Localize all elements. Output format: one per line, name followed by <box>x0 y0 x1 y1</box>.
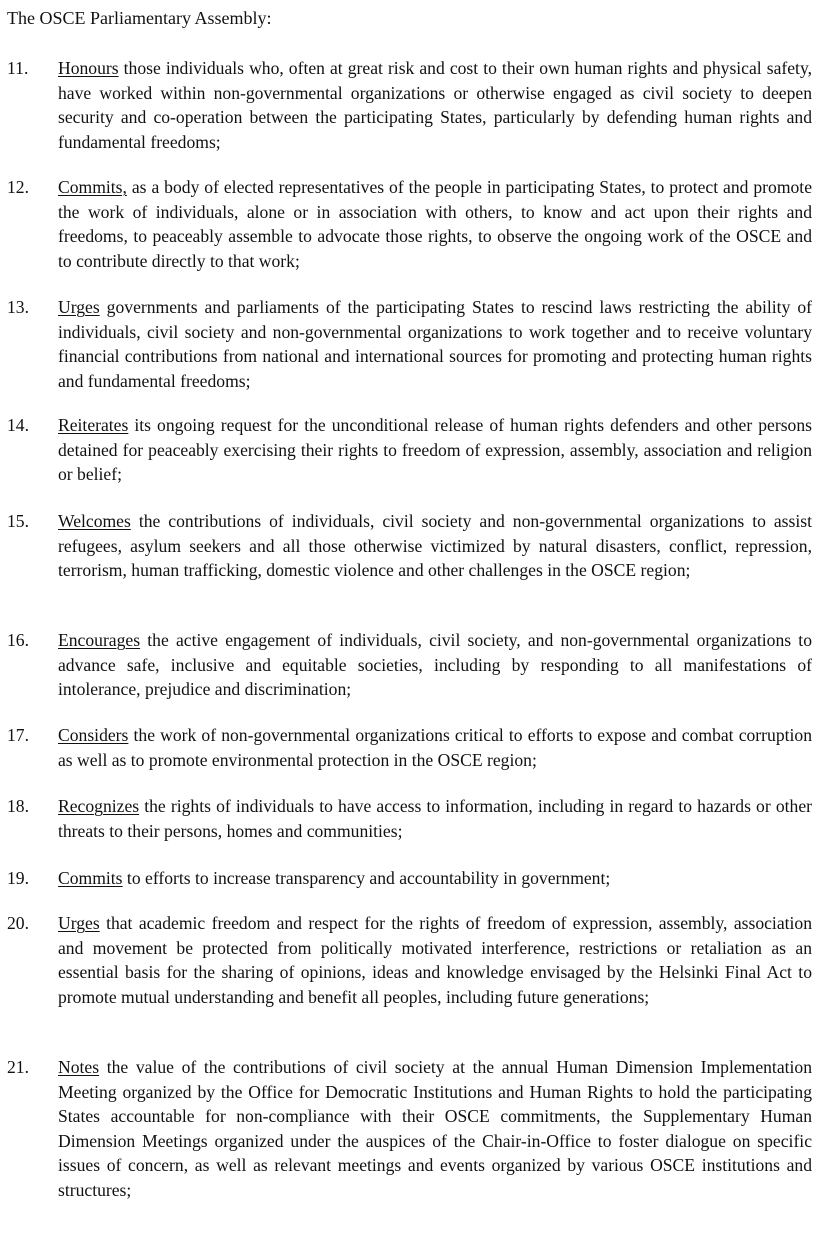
operative-verb: Encourages <box>58 630 141 650</box>
paragraph-text: those individuals who, often at great risk and cost to their own human rights and physical safety, have worked within non-governmental organizations or otherwise engaged as civil society to deepen security and co-operation between the participating States, particularly by defending human rights and fundamental freedoms; <box>58 58 812 152</box>
paragraph-body <box>58 866 812 891</box>
paragraph-14 <box>7 413 812 487</box>
operative-verb: Recognizes <box>58 796 140 816</box>
paragraph-body <box>58 628 812 702</box>
paragraph-text: the work of non-governmental organizations critical to efforts to expose and combat corruption as well as to promote environmental protection in the OSCE region; <box>58 725 812 770</box>
operative-verb: Notes <box>58 1057 100 1077</box>
paragraph-text: the rights of individuals to have access to information, including in regard to hazards or other threats to their persons, homes and communities; <box>58 796 812 841</box>
paragraph-13 <box>7 295 812 393</box>
paragraph-number: 18. <box>7 796 29 816</box>
operative-verb: Honours <box>58 58 119 78</box>
paragraph-18 <box>7 794 812 843</box>
operative-verb: Urges <box>58 913 100 933</box>
paragraph-number: 14. <box>7 415 29 435</box>
paragraph-body <box>58 911 812 1009</box>
operative-verb: Commits <box>58 868 123 888</box>
paragraph-number: 16. <box>7 630 29 650</box>
operative-verb: Considers <box>58 725 129 745</box>
paragraph-20 <box>7 911 812 1009</box>
paragraph-text: its ongoing request for the unconditional release of human rights defenders and other persons detained for peaceably exercising their rights to freedom of expression, assembly, association and religion or belief; <box>58 415 812 485</box>
paragraph-number: 12. <box>7 177 29 197</box>
paragraph-16 <box>7 628 812 702</box>
operative-verb: Reiterates <box>58 415 129 435</box>
paragraph-body <box>58 175 812 273</box>
paragraph-12 <box>7 175 812 273</box>
paragraph-text: that academic freedom and respect for the rights of freedom of expression, assembly, association and movement be protected from politically motivated interference, restrictions or retaliation as an essential basis for the sharing of opinions, ideas and knowledge envisaged by the Helsinki Final Act to promote mutual understanding and benefit all peoples, including future generations; <box>58 913 812 1007</box>
paragraph-21 <box>7 1055 812 1203</box>
paragraph-text: as a body of elected representatives of the people in participating States, to protect and promote the work of individuals, alone or in association with others, to know and act upon their rights and freedoms, to peaceably assemble to advocate those rights, to observe the ongoing work of the OSCE and to contribute directly to that work; <box>58 177 812 271</box>
paragraph-number: 20. <box>7 913 29 933</box>
intro-line: The OSCE Parliamentary Assembly: <box>7 8 272 28</box>
paragraph-text: the value of the contributions of civil society at the annual Human Dimension Implementation Meeting organized by the Office for Democratic Institutions and Human Rights to hold the participating States accountable for non-compliance with their OSCE commitments, the Supplementary Human Dimension Meetings organized under the auspices of the Chair-in-Office to foster dialogue on specific issues of concern, as well as relevant meetings and events organized by various OSCE institutions and structures; <box>58 1057 812 1200</box>
paragraph-number: 17. <box>7 725 29 745</box>
operative-verb: Welcomes <box>58 511 131 531</box>
paragraph-body <box>58 723 812 772</box>
paragraph-text: the active engagement of individuals, civil society, and non-governmental organizations to advance safe, inclusive and equitable societies, including by responding to all manifestations of intolerance, prejudice and discrimination; <box>58 630 812 700</box>
operative-verb: Commits, <box>58 177 127 197</box>
paragraph-body <box>58 509 812 583</box>
paragraph-19 <box>7 866 812 891</box>
paragraph-body <box>58 794 812 843</box>
paragraph-number: 13. <box>7 297 29 317</box>
paragraph-15 <box>7 509 812 583</box>
paragraph-number: 21. <box>7 1057 29 1077</box>
paragraph-body <box>58 1055 812 1203</box>
paragraph-text: governments and parliaments of the participating States to rescind laws restricting the ability of individuals, civil society and non-governmental organizations to work together and to receive voluntary financial contributions from national and international sources for promoting and protecting human rights and fundamental freedoms; <box>58 297 812 391</box>
paragraph-body <box>58 56 812 154</box>
operative-verb: Urges <box>58 297 100 317</box>
paragraph-number: 19. <box>7 868 29 888</box>
paragraph-body <box>58 413 812 487</box>
paragraph-number: 11. <box>7 58 29 78</box>
paragraph-text: the contributions of individuals, civil society and non-governmental organizations to assist refugees, asylum seekers and all those otherwise victimized by natural disasters, conflict, repression, terrorism, human trafficking, domestic violence and other challenges in the OSCE region; <box>58 511 812 581</box>
paragraph-number: 15. <box>7 511 29 531</box>
paragraph-17 <box>7 723 812 772</box>
paragraph-text: to efforts to increase transparency and accountability in government; <box>122 868 611 888</box>
paragraph-11 <box>7 56 812 154</box>
paragraph-body <box>58 295 812 393</box>
